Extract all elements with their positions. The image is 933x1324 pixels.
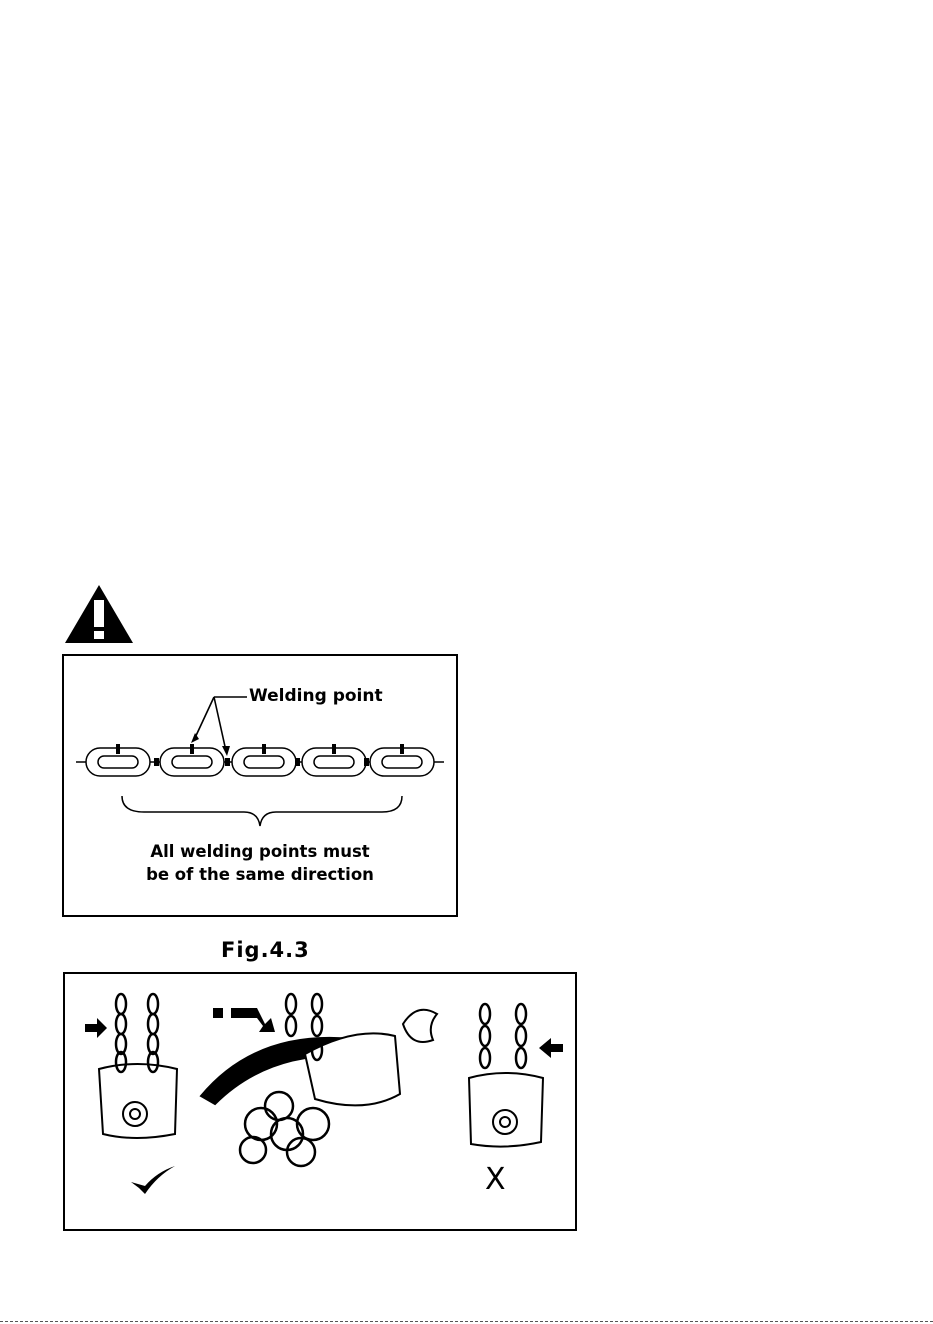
middle-pointer-arrow-icon: [213, 1008, 223, 1018]
correct-hoist: [99, 994, 177, 1138]
wrong-hoist: [469, 1004, 543, 1147]
welding-caption-line-1: All welding points must: [150, 842, 370, 861]
right-pointer-arrow-icon: [539, 1038, 563, 1058]
hoist-chain-figure: [63, 972, 577, 1231]
page-edge-line: [0, 1321, 933, 1322]
middle-hoist: [201, 994, 437, 1166]
warning-icon: [63, 583, 135, 645]
welding-caption: [120, 840, 400, 886]
wrong-mark-x: X: [485, 1162, 506, 1197]
left-pointer-arrow-icon: [85, 1018, 107, 1038]
figure-label: Fig.4.3: [221, 938, 310, 962]
check-mark-icon: [131, 1166, 175, 1194]
welding-caption-line-2: be of the same direction: [146, 865, 374, 884]
welding-point-label: Welding point: [249, 686, 383, 706]
